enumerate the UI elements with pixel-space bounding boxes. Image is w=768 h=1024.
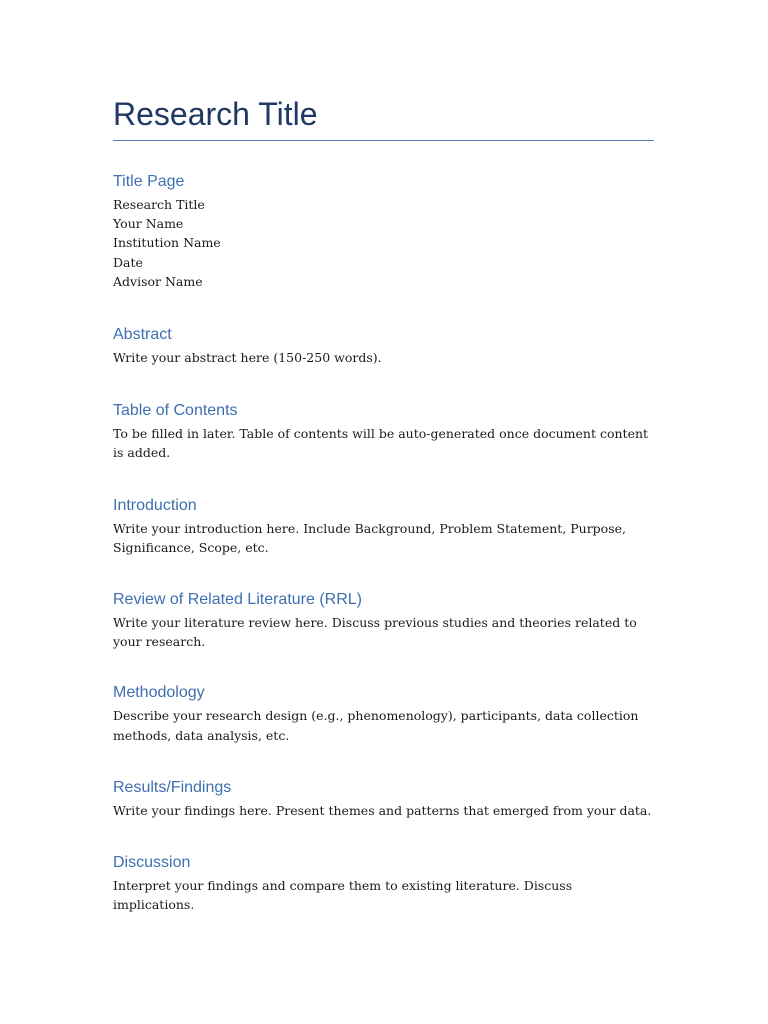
section-heading-table-of-contents: Table of Contents	[113, 402, 238, 420]
section-body-results-findings: Write your findings here. Present themes and patterns that emerged from your data.	[113, 802, 652, 818]
section-heading-abstract: Abstract	[113, 326, 172, 344]
section-table-of-contents	[113, 401, 654, 462]
document-title: Research Title	[113, 94, 654, 141]
section-methodology	[113, 683, 654, 744]
section-body-review-of-related-literature: Write your literature review here. Discuss previous studies and theories related to your research.	[113, 615, 637, 650]
section-heading-results-findings: Results/Findings	[113, 778, 232, 796]
section-heading-title-page: Title Page	[113, 173, 185, 190]
title-page-line-date: Date	[113, 254, 143, 270]
section-body-abstract: Write your abstract here (150-250 words).	[113, 350, 382, 366]
section-heading-discussion: Discussion	[113, 854, 191, 872]
section-body-methodology: Describe your research design (e.g., phenomenology), participants, data collection methods, data analysis, etc.	[113, 708, 639, 743]
title-page-line-advisor: Advisor Name	[113, 273, 203, 289]
section-body-discussion: Interpret your findings and compare them to existing literature. Discuss implications.	[113, 878, 573, 913]
section-discussion	[113, 853, 654, 914]
section-heading-methodology: Methodology	[113, 684, 205, 702]
section-body-table-of-contents: To be filled in later. Table of contents will be auto-generated once document content is added.	[113, 426, 649, 461]
title-page-line-institution: Institution Name	[113, 235, 221, 251]
section-title-page	[113, 172, 654, 291]
section-introduction	[113, 496, 654, 557]
section-abstract	[113, 325, 654, 367]
title-page-line-name: Your Name	[113, 216, 184, 232]
section-heading-review-of-related-literature: Review of Related Literature (RRL)	[113, 591, 362, 609]
section-body-introduction: Write your introduction here. Include Background, Problem Statement, Purpose, Significance, Scope, etc.	[113, 520, 626, 555]
section-heading-introduction: Introduction	[113, 496, 197, 514]
title-page-line-research-title: Research Title	[113, 197, 205, 212]
section-review-of-related-literature	[113, 590, 654, 651]
section-results-findings	[113, 778, 654, 820]
